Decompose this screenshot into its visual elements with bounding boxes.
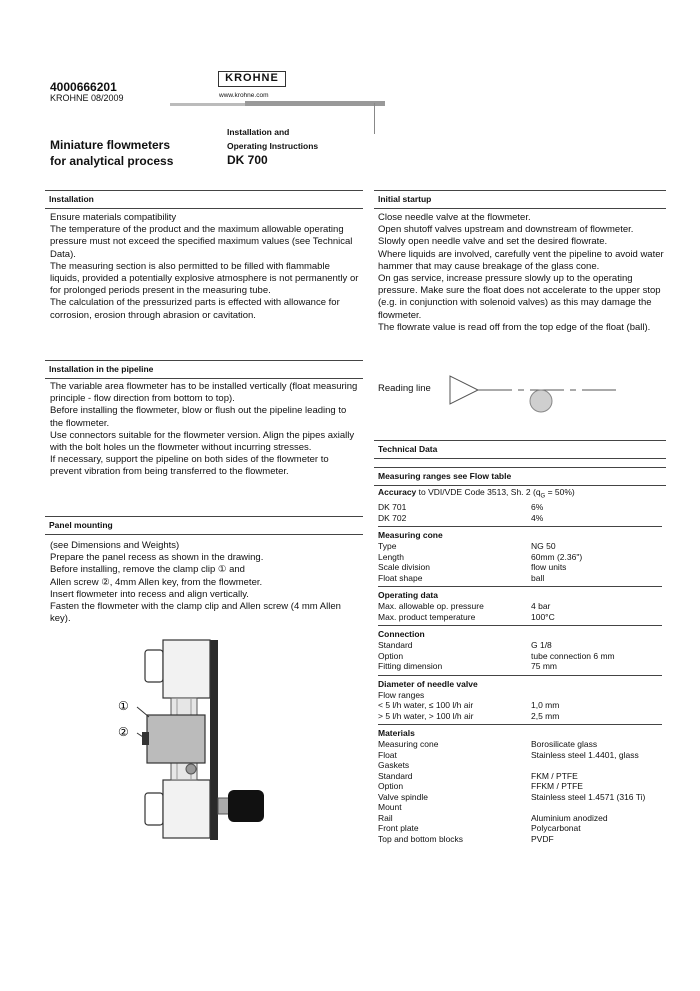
top-block bbox=[163, 640, 210, 698]
krohne-logo: KROHNE bbox=[218, 71, 286, 87]
startup-para: The flowrate value is read off from the top edge of the float (ball). bbox=[378, 321, 651, 333]
row-value: Stainless steel 1.4571 (316 Ti) bbox=[531, 791, 646, 802]
table-row bbox=[378, 661, 662, 672]
row-value: 100°C bbox=[531, 611, 555, 622]
table-row bbox=[378, 739, 662, 750]
row-key: Type bbox=[378, 541, 397, 552]
title-line-1: Miniature flowmeters bbox=[50, 138, 171, 152]
pipeline-para: Before installing the flowmeter, blow or flush out the pipeline leading to the flowmeter. bbox=[50, 405, 347, 429]
row-value bbox=[531, 690, 662, 701]
row-value: 6% bbox=[531, 502, 544, 513]
table-row bbox=[378, 813, 662, 824]
row-key: DK 702 bbox=[378, 512, 407, 523]
startup-para: Slowly open needle valve and set the desired flowrate. bbox=[378, 236, 608, 248]
row-key: > 5 l/h water, > 100 l/h air bbox=[378, 710, 474, 721]
row-key: Mount bbox=[378, 802, 402, 813]
table-row bbox=[378, 612, 662, 623]
row-value: 4% bbox=[531, 512, 544, 523]
table-row bbox=[378, 541, 662, 552]
row-value: 75 mm bbox=[531, 661, 557, 672]
panel-mounting-drawing bbox=[115, 635, 285, 850]
technical-data-table bbox=[378, 484, 662, 844]
table-row bbox=[378, 781, 662, 792]
table-row bbox=[378, 640, 662, 651]
row-key: Front plate bbox=[378, 823, 419, 834]
row-key: Flow ranges bbox=[378, 689, 425, 700]
row-value: NG 50 bbox=[531, 541, 556, 552]
row-key: Rail bbox=[378, 812, 393, 823]
row-key: Standard bbox=[378, 640, 413, 651]
callout-leader bbox=[137, 707, 149, 717]
row-value: ball bbox=[531, 572, 545, 583]
callout-2: ② bbox=[118, 725, 129, 739]
pointer-triangle-icon bbox=[450, 376, 478, 404]
row-key: Max. product temperature bbox=[378, 611, 476, 622]
table-row bbox=[378, 823, 662, 834]
row-key: Standard bbox=[378, 770, 413, 781]
row-key: Top and bottom blocks bbox=[378, 833, 464, 844]
model-name: DK 700 bbox=[227, 153, 268, 167]
panel-para: Allen screw ②, 4mm Allen key, from the flowmeter. bbox=[50, 576, 263, 588]
float-ball bbox=[186, 764, 196, 774]
section-heading-installation: Installation bbox=[45, 190, 363, 209]
page-title bbox=[50, 137, 173, 169]
pipeline-para: If necessary, support the pipeline on both sides of the flowmeter to prevent vibration from being transferred to the flowmeter. bbox=[50, 454, 329, 478]
table-row bbox=[378, 601, 662, 612]
section-heading-technical-data: Technical Data bbox=[374, 440, 666, 459]
clamp-clip bbox=[147, 715, 205, 763]
page-subtitle bbox=[227, 125, 318, 167]
float-ball-icon bbox=[530, 390, 552, 412]
startup-para: On gas service, increase pressure slowly up to the operating pressure. Make sure the float does not accelerate to the upper stop (e.g. in conjunction with solenoid valves) as this may damage the flowmeter. bbox=[378, 273, 661, 321]
reading-line-diagram bbox=[448, 372, 618, 422]
row-value: 1,0 mm bbox=[531, 700, 560, 711]
subtitle-line-2: Operating Instructions bbox=[227, 141, 319, 151]
row-value: Borosilicate glass bbox=[531, 739, 598, 750]
header-bar-right bbox=[245, 101, 385, 106]
row-key: Max. allowable op. pressure bbox=[378, 601, 484, 612]
row-key: Scale division bbox=[378, 562, 430, 573]
accuracy-text-end: = 50%) bbox=[545, 487, 575, 497]
row-value: 4 bar bbox=[531, 601, 551, 612]
callout-1: ① bbox=[118, 699, 129, 713]
divider bbox=[378, 724, 662, 725]
row-value: Aluminium anodized bbox=[531, 812, 608, 823]
row-key: < 5 l/h water, ≤ 100 l/h air bbox=[378, 700, 474, 711]
table-row bbox=[378, 792, 662, 803]
website-link[interactable]: www.krohne.com bbox=[219, 92, 269, 99]
row-value: tube connection 6 mm bbox=[531, 650, 615, 661]
pipeline-text bbox=[50, 381, 362, 479]
section-heading-startup: Initial startup bbox=[374, 190, 666, 209]
row-key: Option bbox=[378, 650, 404, 661]
allen-screw bbox=[142, 732, 149, 745]
table-row bbox=[378, 690, 662, 701]
row-value: FFKM / PTFE bbox=[531, 781, 583, 792]
installation-text bbox=[50, 212, 362, 322]
table-row bbox=[378, 802, 662, 813]
group-title: Measuring cone bbox=[378, 530, 443, 541]
table-row bbox=[378, 711, 662, 722]
row-key: Length bbox=[378, 551, 404, 562]
table-row bbox=[378, 651, 662, 662]
document-date: KROHNE 08/2009 bbox=[50, 93, 124, 103]
installation-para: The measuring section is also permitted to be filled with flammable liquids, provided a potentially explosive atmosphere is not permanently or for prolonged periods present in the measuring tube. bbox=[50, 260, 359, 297]
row-value bbox=[531, 802, 662, 813]
pipeline-para: The variable area flowmeter has to be installed vertically (float measuring principle - flow direction from bottom to top). bbox=[50, 381, 358, 405]
row-key: Valve spindle bbox=[378, 791, 428, 802]
panel-para: Prepare the panel recess as shown in the drawing. bbox=[50, 552, 264, 564]
table-row bbox=[378, 700, 662, 711]
startup-para: Close needle valve at the flowmeter. bbox=[378, 212, 531, 223]
row-key: Option bbox=[378, 781, 404, 792]
row-key: Measuring cone bbox=[378, 739, 439, 750]
group-title: Operating data bbox=[378, 590, 438, 601]
table-row bbox=[378, 552, 662, 563]
panel-para: Insert flowmeter into recess and align vertically. bbox=[50, 588, 249, 600]
subtitle-line-1: Installation and bbox=[227, 127, 290, 137]
section-heading-pipeline: Installation in the pipeline bbox=[45, 360, 363, 379]
row-value: FKM / PTFE bbox=[531, 770, 578, 781]
panel-para: (see Dimensions and Weights) bbox=[50, 540, 180, 551]
header-divider bbox=[374, 103, 375, 134]
divider bbox=[378, 526, 662, 527]
accuracy-text: to VDI/VDE Code 3513, Sh. 2 (q bbox=[416, 487, 541, 497]
table-row bbox=[378, 573, 662, 584]
table-row bbox=[378, 750, 662, 761]
divider bbox=[378, 675, 662, 676]
top-fitting bbox=[145, 650, 163, 682]
pipeline-para: Use connectors suitable for the flowmeter version. Align the pipes axially with the bolt holes un the flowmeter without incurring stresses. bbox=[50, 429, 355, 454]
panel-plate bbox=[210, 640, 218, 840]
startup-text bbox=[378, 212, 666, 334]
row-value: PVDF bbox=[531, 833, 554, 844]
row-value: Polycarbonat bbox=[531, 823, 581, 834]
row-value: G 1/8 bbox=[531, 640, 552, 651]
valve-knob bbox=[228, 790, 264, 822]
panel-text bbox=[50, 540, 362, 625]
table-row bbox=[378, 502, 662, 513]
title-line-2: for analytical process bbox=[50, 154, 174, 168]
row-key: Float bbox=[378, 749, 397, 760]
table-row bbox=[378, 834, 662, 845]
table-row bbox=[378, 760, 662, 771]
section-heading-panel: Panel mounting bbox=[45, 516, 363, 535]
header-bar-left bbox=[170, 103, 245, 106]
panel-para: Before installing, remove the clamp clip ① and bbox=[50, 564, 245, 576]
installation-para: The calculation of the pressurized parts is effected with allowance for corrosion, erosion through abrasion or cavitation. bbox=[50, 297, 340, 321]
row-key: Fitting dimension bbox=[378, 661, 443, 672]
group-title: Materials bbox=[378, 728, 415, 739]
row-value bbox=[531, 760, 662, 771]
bottom-block bbox=[163, 780, 210, 838]
group-title: Connection bbox=[378, 629, 425, 640]
group-title: Diameter of needle valve bbox=[378, 678, 478, 689]
accuracy-label: Accuracy bbox=[378, 487, 417, 497]
divider bbox=[378, 586, 662, 587]
divider bbox=[378, 625, 662, 626]
row-key: Float shape bbox=[378, 572, 423, 583]
bottom-fitting bbox=[145, 793, 163, 825]
accuracy-row bbox=[378, 487, 662, 502]
row-key: DK 701 bbox=[378, 502, 407, 513]
row-value: Stainless steel 1.4401, glass bbox=[531, 749, 639, 760]
table-row bbox=[378, 513, 662, 524]
row-value: flow units bbox=[531, 562, 567, 573]
row-value: 2,5 mm bbox=[531, 710, 560, 721]
table-row bbox=[378, 771, 662, 782]
startup-para: Where liquids are involved, carefully vent the pipeline to avoid water hammer that may cause breakage of the glass cone. bbox=[378, 248, 664, 272]
table-row bbox=[378, 562, 662, 573]
startup-para: Open shutoff valves upstream and downstream of flowmeter. bbox=[378, 224, 634, 236]
row-key: Gaskets bbox=[378, 760, 410, 771]
reading-line-label: Reading line bbox=[378, 383, 431, 394]
installation-para: The temperature of the product and the maximum allowable operating pressure must not exceed the specified maximum values (see Technical Data). bbox=[50, 224, 353, 260]
section-heading-measuring-ranges: Measuring ranges see Flow table bbox=[374, 467, 666, 486]
accuracy-sub: G bbox=[540, 493, 546, 500]
document-number: 4000666201 bbox=[50, 80, 117, 94]
row-value: 60mm (2.36") bbox=[531, 551, 583, 562]
panel-para: Fasten the flowmeter with the clamp clip and Allen screw (4 mm Allen key). bbox=[50, 601, 341, 625]
installation-para: Ensure materials compatibility bbox=[50, 212, 177, 223]
